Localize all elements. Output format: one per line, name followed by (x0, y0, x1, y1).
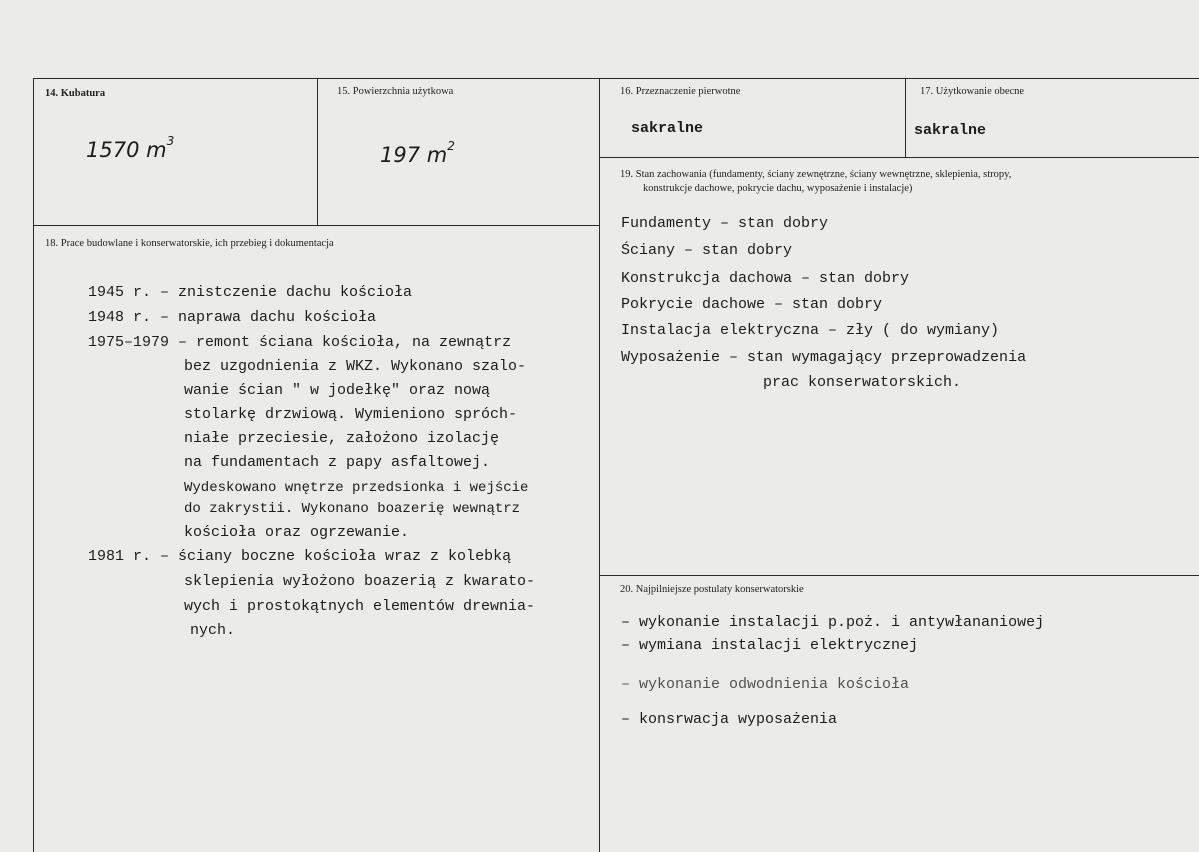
field-14-value (86, 134, 175, 162)
field-14-number: 1570 m (86, 138, 167, 162)
field-18-line: 1948 r. – naprawa dachu kościoła (88, 309, 377, 326)
field-19-line: Pokrycie dachowe – stan dobry (621, 296, 883, 313)
field-15-unit-exponent: 2 (447, 139, 455, 153)
field-19-line: Fundamenty – stan dobry (621, 215, 829, 232)
field-17-label: 17. Użytkowanie obecne (920, 86, 1025, 97)
field-20-line: – wymiana instalacji elektrycznej (621, 637, 919, 654)
field-18-line: do zakrystii. Wykonano boazerię wewnątrz (184, 501, 521, 517)
field-17-value: sakralne (914, 122, 987, 139)
grid-line-top (33, 78, 1199, 79)
field-18-line: niałe przeciesie, założono izolację (184, 430, 500, 447)
field-18-line: Wydeskowano wnętrze przedsionka i wejście (184, 480, 529, 496)
field-18-line: stolarkę drzwiową. Wymieniono spróch- (184, 406, 518, 423)
field-19-label: 19. Stan zachowania (fundamenty, ściany zewnętrzne, ściany wewnętrzne, sklepienia, stropy, (620, 169, 1012, 180)
field-18-line: nych. (190, 622, 236, 639)
field-15-number: 197 m (380, 143, 448, 167)
field-20-line: – wykonanie odwodnienia kościoła (621, 676, 910, 693)
field-16-value: sakralne (631, 120, 704, 137)
field-20-line: – wykonanie instalacji p.poż. i antywłananiowej (621, 614, 1045, 631)
field-14-unit-exponent: 3 (166, 134, 175, 148)
field-19-line: Wyposażenie – stan wymagający przeprowadzenia (621, 349, 1027, 366)
field-18-line: bez uzgodnienia z WKZ. Wykonano szalo- (184, 358, 527, 375)
field-14-label: 14. Kubatura (45, 88, 106, 99)
grid-line-col4 (905, 78, 906, 157)
field-18-line: 1945 r. – znistczenie dachu kościoła (88, 284, 413, 301)
grid-line-mid-right-upper (599, 157, 1199, 158)
grid-line-center (599, 78, 600, 852)
field-16-label: 16. Przeznaczenie pierwotne (620, 86, 741, 97)
field-18-line: wych i prostokątnych elementów drewnia- (184, 598, 536, 615)
field-19-line: prac konserwatorskich. (763, 374, 962, 391)
field-18-line: kościoła oraz ogrzewanie. (184, 524, 410, 541)
grid-line-mid-left (33, 225, 599, 226)
field-15-label: 15. Powierzchnia użytkowa (337, 86, 454, 97)
field-18-label: 18. Prace budowlane i konserwatorskie, ich przebieg i dokumentacja (45, 238, 334, 249)
field-20-label: 20. Najpilniejsze postulaty konserwatorskie (620, 584, 804, 595)
field-18-line: 1975–1979 – remont ściana kościoła, na zewnątrz (88, 334, 512, 351)
field-19-line: Instalacja elektryczna – zły ( do wymiany) (621, 322, 1000, 339)
field-15-value (380, 139, 455, 167)
field-20-line: – konsrwacja wyposażenia (621, 711, 838, 728)
field-18-line: na fundamentach z papy asfaltowej. (184, 454, 491, 471)
field-18-line: wanie ścian " w jodełkę" oraz nową (184, 382, 491, 399)
field-19-line: Ściany – stan dobry (621, 242, 793, 259)
field-19-label: konstrukcje dachowe, pokrycie dachu, wyposażenie i instalacje) (643, 183, 913, 194)
field-18-line: 1981 r. – ściany boczne kościoła wraz z kolebką (88, 548, 512, 565)
grid-line-left (33, 78, 34, 852)
field-18-line: sklepienia wyłożono boazerią z kwarato- (184, 573, 536, 590)
grid-line-col2 (317, 78, 318, 225)
grid-line-mid-right-lower (599, 575, 1199, 576)
field-19-line: Konstrukcja dachowa – stan dobry (621, 270, 910, 287)
